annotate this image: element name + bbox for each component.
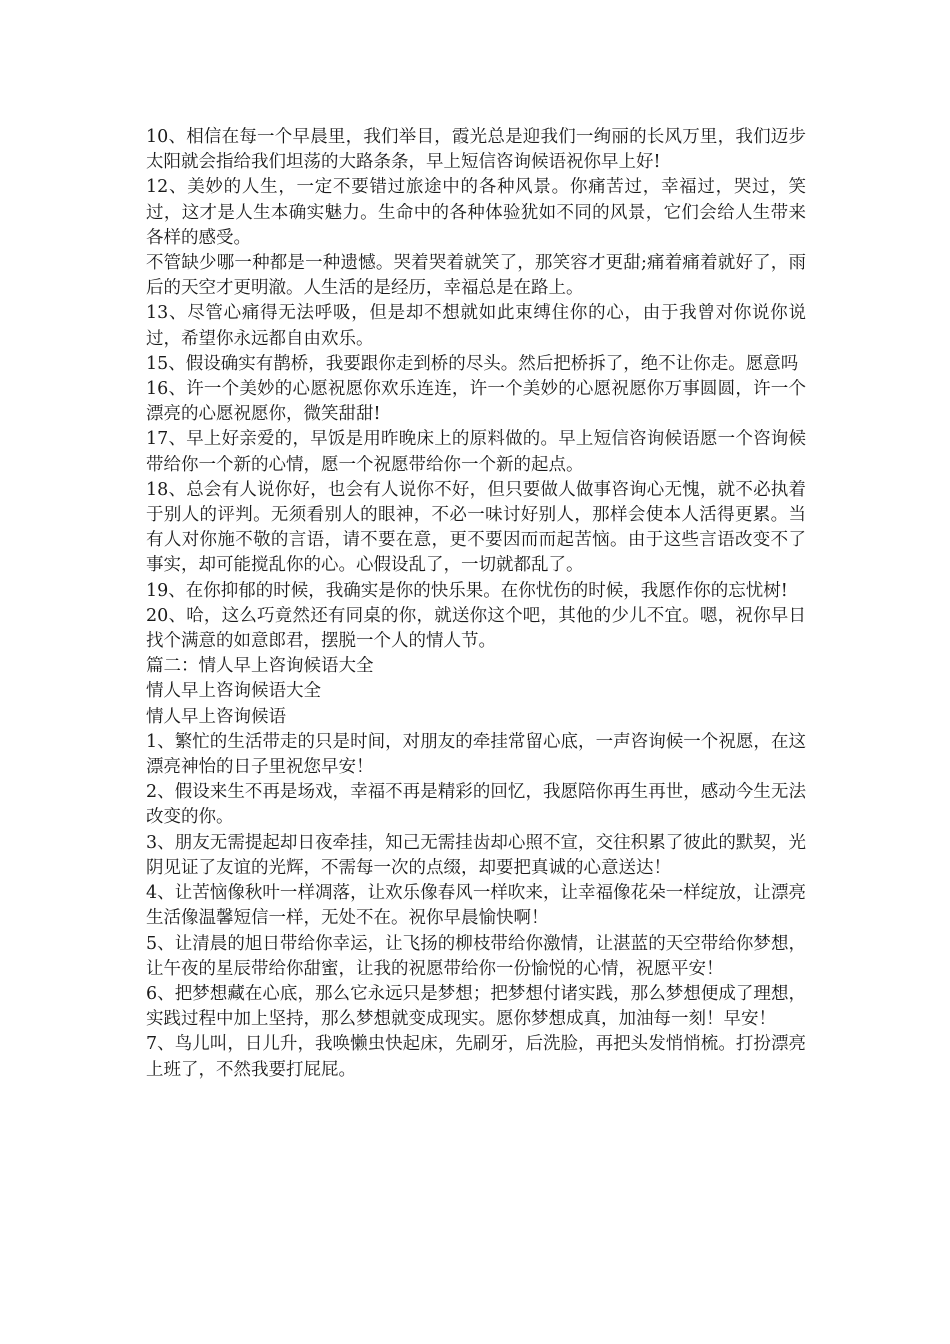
section-title: 情人早上咨询候语大全	[146, 681, 321, 702]
paragraph-19: 19、在你抑郁的时候，我确实是你的快乐果。在你忧伤的时候，我愿作你的忘忧树!	[146, 580, 788, 601]
paragraph-15: 15、假设确实有鹊桥，我要跟你走到桥的尽头。然后把桥拆了，绝不让你走。愿意吗	[146, 353, 799, 374]
greeting-3: 3、朋友无需提起却日夜牵挂，知己无需挂齿却心照不宣，交往积累了彼此的默契，光阴见证了友谊的光辉，不需每一次的点缀，却要把真诚的心意送达！	[146, 832, 806, 878]
paragraph-10: 10、相信在每一个早晨里，我们举目，霞光总是迎我们一绚丽的长风万里，我们迈步太阳就会指给我们坦荡的大路条条，早上短信咨询候语祝你早上好!	[146, 127, 806, 173]
greeting-5: 5、让清晨的旭日带给你幸运，让飞扬的柳枝带给你激情，让湛蓝的天空带给你梦想，让午夜的星辰带给你甜蜜，让我的祝愿带给你一份愉悦的心情，祝愿平安！	[146, 933, 806, 979]
paragraph-13: 13、尽管心痛得无法呼吸，但是却不想就如此束缚住你的心，由于我曾对你说你说过，希望你永远都自由欢乐。	[146, 303, 806, 349]
greeting-2: 2、假设来生不再是场戏，幸福不再是精彩的回忆，我愿陪你再生再世，感动今生无法改变的你。	[146, 782, 806, 828]
greeting-1: 1、繁忙的生活带走的只是时间，对朋友的牵挂常留心底，一声咨询候一个祝愿，在这漂亮神怡的日子里祝您早安！	[146, 731, 806, 778]
greeting-4: 4、让苦恼像秋叶一样凋落，让欢乐像春风一样吹来，让幸福像花朵一样绽放，让漂亮生活像温馨短信一样，无处不在。祝你早晨愉快啊！	[146, 883, 806, 929]
greeting-6: 6、把梦想藏在心底，那么它永远只是梦想；把梦想付诸实践，那么梦想便成了理想，实践过程中加上坚持，那么梦想就变成现实。愿你梦想成真，加油每一刻！早安！	[146, 983, 806, 1030]
paragraph-20: 20、哈，这么巧竟然还有同桌的你，就送你这个吧，其他的少儿不宜。嗯，祝你早日找个满意的如意郎君，摆脱一个人的情人节。	[146, 605, 806, 652]
section-subtitle: 情人早上咨询候语	[146, 706, 286, 727]
paragraph-12: 12、美妙的人生，一定不要错过旅途中的各种风景。你痛苦过，幸福过，哭过，笑过，这才是人生本确实魅力。生命中的各种体验犹如不同的风景，它们会给人生带来各样的感受。	[146, 177, 806, 248]
paragraph-18: 18、总会有人说你好，也会有人说你不好，但只要做人做事咨询心无愧，就不必执着于别人的评判。无须看别人的眼神，不必一味讨好别人，那样会使本人活得更累。当有人对你施不敬的言语，请不要在意，更不要因而而起苦恼。由于这些言语改变不了事实，却可能搅乱你的心。心假设乱了，一切就都乱了。	[146, 479, 806, 576]
paragraph-16: 16、许一个美妙的心愿祝愿你欢乐连连，许一个美妙的心愿祝愿你万事圆圆，许一个漂亮的心愿祝愿你，微笑甜甜!	[146, 379, 806, 425]
paragraph-12-continued: 不管缺少哪一种都是一种遗憾。哭着哭着就笑了，那笑容才更甜;痛着痛着就好了，雨后的天空才更明澈。人生活的是经历，幸福总是在路上。	[146, 253, 806, 299]
document-page	[146, 125, 806, 1083]
section-heading: 篇二：情人早上咨询候语大全	[146, 656, 374, 677]
paragraph-17: 17、早上好亲爱的，早饭是用昨晚床上的原料做的。早上短信咨询候语愿一个咨询候带给你一个新的心情，愿一个祝愿带给你一个新的起点。	[146, 429, 806, 475]
greeting-7: 7、鸟儿叫，日儿升，我唤懒虫快起床，先刷牙，后洗脸，再把头发悄悄梳。打扮漂亮上班了，不然我要打屁屁。	[146, 1034, 806, 1080]
